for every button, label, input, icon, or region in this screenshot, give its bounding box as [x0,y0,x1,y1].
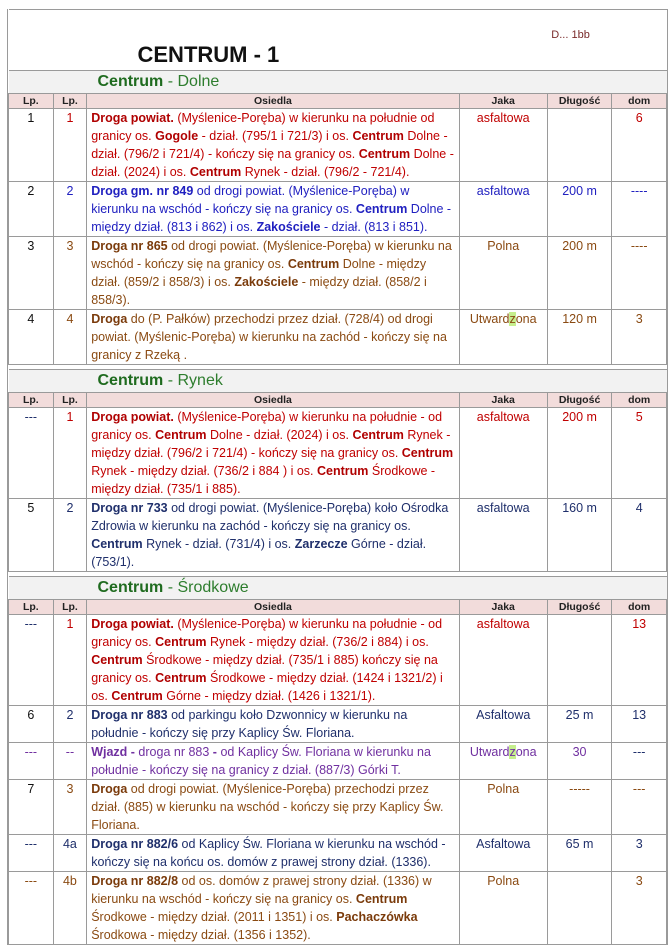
desc-text: (Myślenice-Poręba) w kierunku na południe od granicy os. [91,111,435,143]
desc-bold: Centrum [155,635,207,649]
surface-type-cell [459,310,547,365]
length-cell [547,615,612,706]
desc-text: Górne - dział. (753/1). [91,537,427,569]
desc-text: Dolne - między dział. (859/2 i 858/3) i os. [91,257,427,289]
houses-cell: 3 [612,835,667,872]
surface-type-cell: Polna [459,872,547,945]
section-title-row [9,71,667,94]
column-header-row [9,393,667,408]
desc-text: - między dział. (858/2 i 858/3). [91,275,427,307]
desc-bold: Zakościele [234,275,299,289]
desc-text: od drogi powiat. (Myślenice-Poręba) przechodzi przez dział. (885) w kierunku na wschód - kończy się przy Kaplicy Św. Floriana. [91,782,444,832]
header-dlugosc: Długość [547,393,612,408]
desc-text: Dolne - dział. (2024) i os. [206,428,353,442]
section-title [9,370,667,392]
desc-text: Rynek - dział. (796/2 - 721/4). [241,165,410,179]
table-row [9,310,667,365]
houses-cell: 4 [612,499,667,572]
desc-text: od drogi powiat. (Myślenice-Poręba) w kierunku na wschód - kończy się na granicy os. [91,184,410,216]
desc-bold: Droga powiat. [91,111,174,125]
header-jaka: Jaka [459,600,547,615]
header-dlugosc: Długość [547,94,612,109]
section-title-row [9,370,667,393]
description-cell [87,872,459,945]
length-cell: 25 m [547,706,612,743]
desc-text: Środkowe - między dział. (1424 i 1321/2) i os. [91,671,443,703]
lp-cell: --- [9,408,54,499]
table-row [9,408,667,499]
desc-bold: Centrum [317,464,369,478]
page-title: CENTRUM - 1 [137,42,280,67]
table-row [9,743,667,780]
desc-bold: Centrum [358,147,411,161]
description-cell [87,499,459,572]
desc-bold: Droga nr 883 [91,708,168,722]
length-cell: 200 m [547,237,612,310]
desc-bold: - [212,745,217,759]
desc-bold: Wjazd - [91,745,135,759]
lp-cell: --- [9,835,54,872]
table-row [9,835,667,872]
header-dom: dom [612,600,667,615]
header-osiedla: Osiedla [87,600,459,615]
desc-bold: Centrum [189,165,242,179]
lp2-cell: -- [53,743,87,780]
lp2-cell: 4b [53,872,87,945]
highlighted-letter: z [509,745,516,759]
description-cell [87,615,459,706]
surface-type-cell: asfaltowa [459,615,547,706]
description-cell [87,182,459,237]
column-header-row [9,600,667,615]
lp2-cell: 3 [53,237,87,310]
desc-text: - dział. (813 i 851). [320,220,428,234]
length-cell: 160 m [547,499,612,572]
lp2-cell: 1 [53,109,87,182]
desc-text: Dolne - między dział. (813 i 862) i os. [91,202,452,234]
desc-bold: Centrum [91,653,143,667]
desc-text: od Kaplicy Św. Floriana w kierunku na południe - kończy się na granicy z dział. (887/3) Górki T. [91,745,431,777]
desc-bold: Zarzecze [294,537,348,551]
desc-bold: Droga powiat. [91,617,174,631]
houses-cell: --- [612,743,667,780]
surface-type-cell: Polna [459,780,547,835]
header-osiedla: Osiedla [87,94,459,109]
lp2-cell: 3 [53,780,87,835]
table-row [9,615,667,706]
desc-bold: Droga nr 733 [91,501,168,515]
section-name-rest: Rynek [177,372,223,389]
length-cell: ----- [547,780,612,835]
header-lp: Lp. [9,393,54,408]
lp2-cell: 1 [53,408,87,499]
surface-type-cell: asfaltowa [459,109,547,182]
lp-cell: 1 [9,109,54,182]
desc-text: Rynek - między dział. (736/2 i 884 ) i os. [91,464,317,478]
desc-text: od os. domów z prawej strony dział. (1336) w kierunku na wschód - kończy się na granicy os. [91,874,432,906]
desc-text: od parkingu koło Dzwonnicy w kierunku na południe - kończy się przy Kaplicy Św. Floriana. [91,708,408,740]
description-cell [87,109,459,182]
table-row [9,237,667,310]
desc-text: Rynek - dział. (731/4) i os. [142,537,295,551]
houses-cell: 3 [612,310,667,365]
table-row [9,182,667,237]
section-name-rest: Środkowe [177,579,249,596]
lp2-cell: 4a [53,835,87,872]
desc-bold: Droga nr 882/6 [91,837,179,851]
desc-bold: Centrum [355,892,408,906]
desc-bold: Droga [91,312,128,326]
table-row [9,109,667,182]
table-row [9,780,667,835]
houses-cell: 5 [612,408,667,499]
desc-text: Środkowe - między dział. (2011 i 1351) i os. [91,910,337,924]
header-osiedla: Osiedla [87,393,459,408]
lp2-cell: 1 [53,615,87,706]
lp-cell: 3 [9,237,54,310]
desc-bold: Centrum [352,129,404,143]
surface-type-cell: asfaltowa [459,499,547,572]
desc-text: do (P. Pałków) przechodzi przez dział. (728/4) od drogi powiat. (Myślenic-Poręba) w kierunku na zachód - kończy się na granicy z Rzeką . [91,312,447,362]
desc-bold: Droga powiat. [91,410,174,424]
desc-text: od Kaplicy Św. Floriana w kierunku na wschód - kończy się na końcu os. domów z prawej strony dział. (1336). [91,837,446,869]
desc-text: Środkowe - między dział. (735/1 i 885) kończy się na granicy os. [91,653,438,685]
section-name-sep: - [163,73,178,90]
surface-type-cell: Asfaltowa [459,835,547,872]
section-title [9,577,667,599]
houses-cell: ---- [612,237,667,310]
section-name-sep: - [163,579,178,596]
header-jaka: Jaka [459,94,547,109]
desc-text: - dział. (795/1 i 721/3) i os. [198,129,353,143]
section-title-cell [9,71,667,94]
description-cell [87,743,459,780]
lp-cell: 4 [9,310,54,365]
houses-cell: 6 [612,109,667,182]
header-lp2: Lp. [53,600,87,615]
desc-bold: Droga nr 865 [91,239,168,253]
section-title-cell [9,577,667,600]
section-name-sep: - [163,372,178,389]
desc-bold: Centrum [355,202,408,216]
lp-cell: 7 [9,780,54,835]
section-title [9,71,667,93]
desc-bold: Centrum [287,257,340,271]
lp-cell: 2 [9,182,54,237]
houses-cell: 3 [612,872,667,945]
surface-text: Utward [469,745,510,759]
surface-type-cell: asfaltowa [459,182,547,237]
desc-bold: Centrum [352,428,404,442]
roads-table [8,9,667,945]
desc-text: droga nr 883 [134,745,213,759]
header-dom: dom [612,94,667,109]
length-cell: 200 m [547,182,612,237]
desc-text: Rynek - między dział. (736/2 i 884) i os. [206,635,429,649]
desc-bold: Centrum [155,428,207,442]
description-cell [87,835,459,872]
section-title-cell [9,370,667,393]
highlighted-letter: z [509,312,516,326]
section-name-bold: Centrum [97,372,164,389]
surface-type-cell [459,743,547,780]
lp-cell: --- [9,872,54,945]
table-row [9,499,667,572]
lp2-cell: 2 [53,182,87,237]
desc-bold: Centrum [155,671,207,685]
header-lp2: Lp. [53,393,87,408]
length-cell [547,872,612,945]
description-cell [87,310,459,365]
description-cell [87,408,459,499]
lp-cell: 6 [9,706,54,743]
section-name-bold: Centrum [97,579,164,596]
document-sheet [7,9,668,945]
description-cell [87,706,459,743]
desc-bold: Gogole [155,129,199,143]
desc-bold: Droga [91,782,128,796]
lp2-cell: 4 [53,310,87,365]
column-header-row [9,94,667,109]
lp2-cell: 2 [53,499,87,572]
surface-text: ona [515,745,537,759]
houses-cell: ---- [612,182,667,237]
desc-text: od drogi powiat. (Myślenice-Poręba) w kierunku na wschód - kończy się na granicy os. [91,239,452,271]
desc-text: (Myślenice-Poręba) w kierunku na południe - od granicy os. [91,410,443,442]
length-cell: 200 m [547,408,612,499]
section-title-row [9,577,667,600]
houses-cell: --- [612,780,667,835]
table-row [9,872,667,945]
houses-cell: 13 [612,615,667,706]
length-cell: 120 m [547,310,612,365]
header-dlugosc: Długość [547,600,612,615]
surface-text: ona [515,312,537,326]
desc-text: Środkowa - między dział. (1356 i 1352). [91,928,311,942]
desc-bold: Zakościele [256,220,321,234]
header-lp: Lp. [9,600,54,615]
houses-cell: 13 [612,706,667,743]
description-cell [87,780,459,835]
header-lp2: Lp. [53,94,87,109]
desc-text: Rynek - między dział. (796/2 i 721/4) - kończy się na granicy os. [91,428,451,460]
surface-type-cell: Asfaltowa [459,706,547,743]
desc-bold: Centrum [91,537,143,551]
desc-text: Środkowe - między dział. (735/1 i 885). [91,464,436,496]
description-cell [87,237,459,310]
desc-bold: Droga gm. nr 849 [91,184,194,198]
length-cell [547,109,612,182]
title-row [9,10,667,71]
header-dom: dom [612,393,667,408]
lp2-cell: 2 [53,706,87,743]
desc-bold: Centrum [111,689,163,703]
desc-bold: Pachaczówka [336,910,418,924]
section-name-bold: Centrum [97,73,164,90]
document-code: D... 1bb [547,10,666,71]
section-name-rest: Dolne [177,73,220,90]
desc-bold: Droga nr 882/8 [91,874,179,888]
desc-text: (Myślenice-Poręba) w kierunku na południe - od granicy os. [91,617,443,649]
lp-cell: --- [9,615,54,706]
lp-cell: --- [9,743,54,780]
desc-text: Górne - między dział. (1426 i 1321/1). [162,689,376,703]
header-jaka: Jaka [459,393,547,408]
desc-text: od drogi powiat. (Myślenice-Poręba) koło Ośrodka Zdrowia w kierunku na zachód - kończy się na granicy os. [91,501,449,533]
surface-type-cell: asfaltowa [459,408,547,499]
surface-text: Utward [469,312,510,326]
header-lp: Lp. [9,94,54,109]
surface-type-cell: Polna [459,237,547,310]
length-cell: 65 m [547,835,612,872]
table-row [9,706,667,743]
lp-cell: 5 [9,499,54,572]
desc-text: Dolne - dział. (796/2 i 721/4) - kończy się na granicy os. [91,129,448,161]
length-cell: 30 [547,743,612,780]
desc-bold: Centrum [401,446,454,460]
desc-text: Dolne - dział. (2024) i os. [91,147,454,179]
